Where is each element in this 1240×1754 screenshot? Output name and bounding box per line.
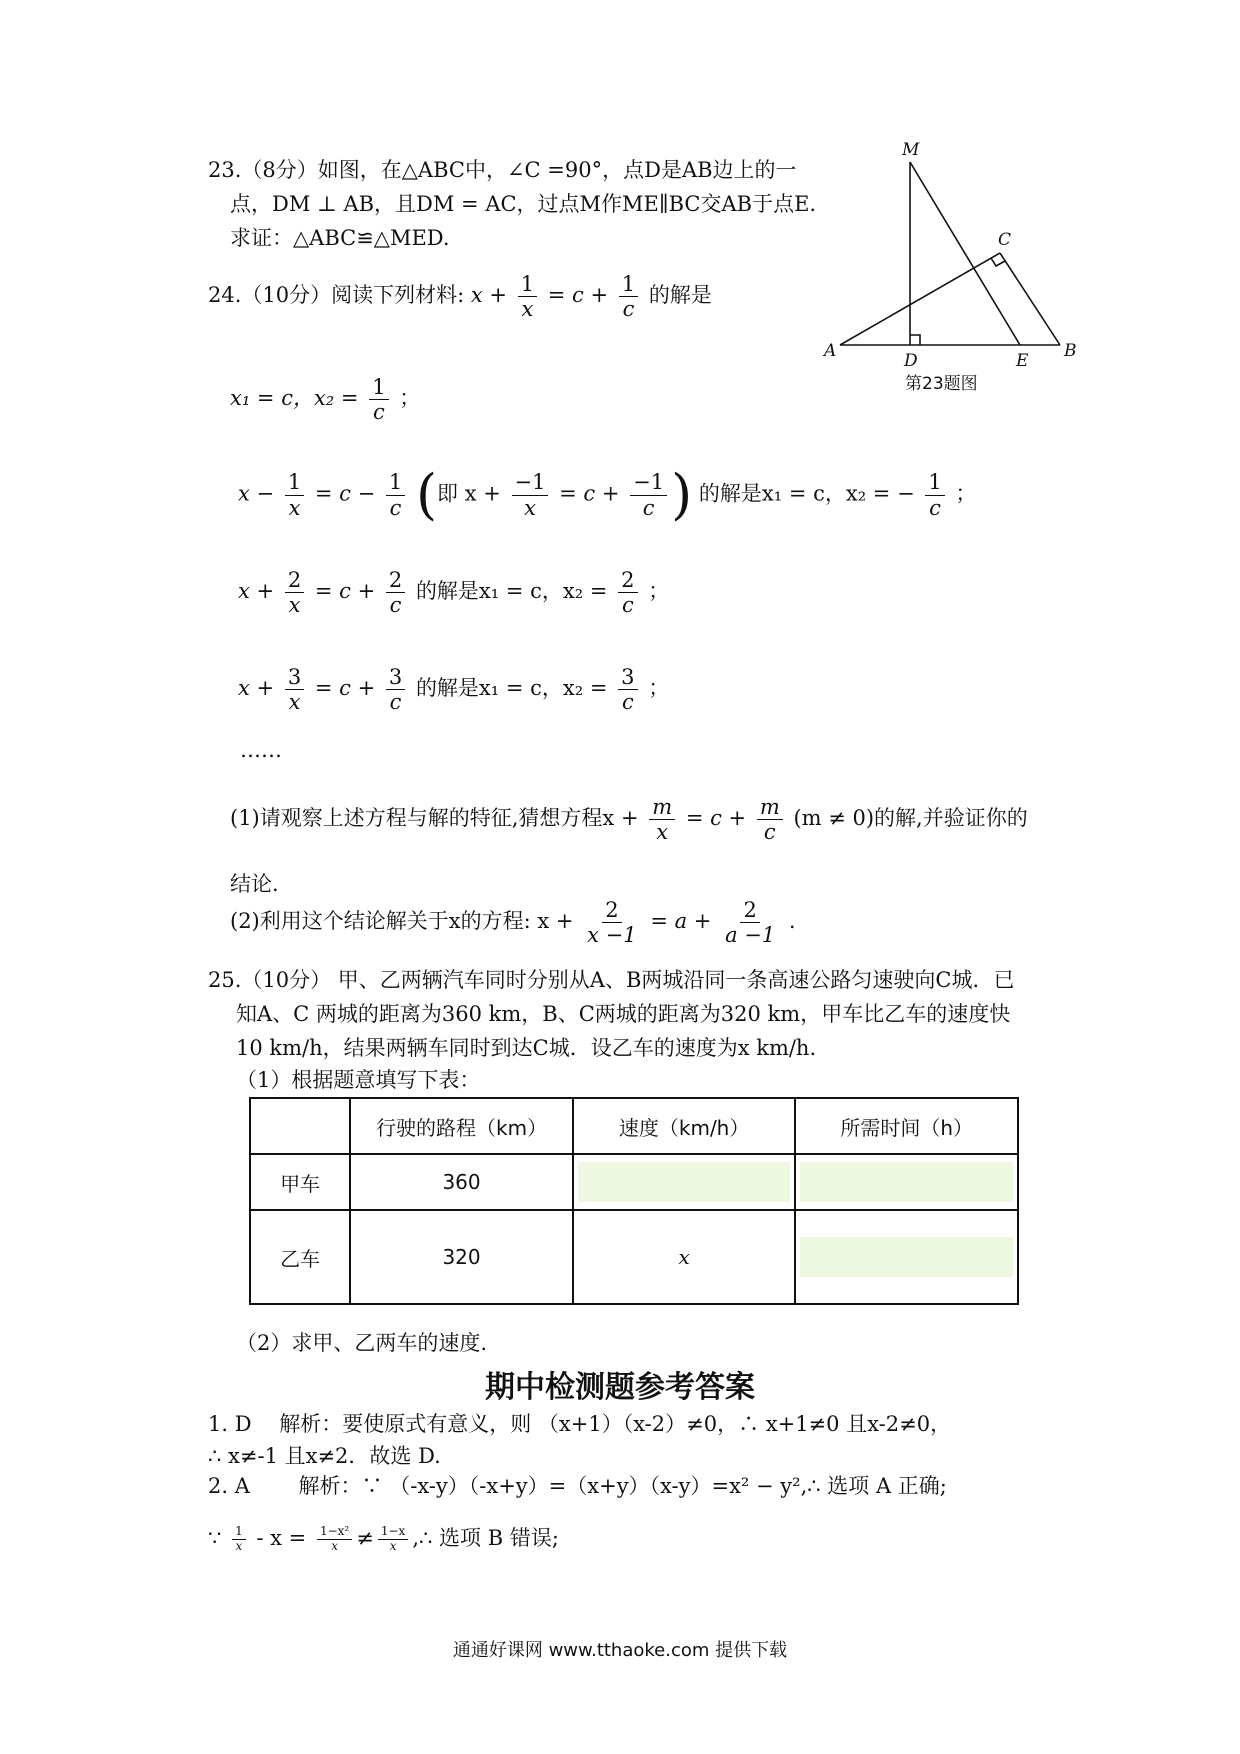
- label-e: E: [1016, 351, 1029, 371]
- answer-1-line2: ∴ x≠-1 且x≠2．故选 D.: [208, 1444, 441, 1468]
- table-header: 所需时间（h）: [795, 1098, 1018, 1154]
- q24-eq3: x + $\frac{3}{x}$ = c + $\frac{3}{c}$ 的解是x₁ = c，x₂ = $\frac{3}{c}$ ；: [238, 665, 670, 715]
- speed-cell-blank[interactable]: [573, 1154, 796, 1210]
- eq0-suffix: 的解是: [648, 283, 712, 308]
- table-row: [250, 1154, 1018, 1210]
- answer-1-line1: 1. D 解析：要使原式有意义，则 （x+1）（x-2）≠0，∴ x+1≠0 且x-2≠0，: [208, 1412, 952, 1436]
- segment-me: [910, 162, 1020, 345]
- row-distance: 320: [350, 1210, 573, 1304]
- table-header: [250, 1098, 350, 1154]
- answer-2-line1: 2. A 解析：∵ （-x-y）（-x+y）=（x+y）（x-y）=x² − y²,∴ 选项 A 正确;: [208, 1474, 947, 1498]
- row-name: 乙车: [250, 1210, 350, 1304]
- table-header: 行驶的路程（km）: [350, 1098, 573, 1154]
- q24-intro: [208, 272, 712, 321]
- q23-line2: 点，DM ⊥ AB，且DM = AC，过点M作ME∥BC交AB于点E.: [230, 192, 817, 216]
- label-c: C: [998, 230, 1012, 250]
- eq0-lhs: x +: [470, 283, 508, 308]
- q25-sub2: （2）求甲、乙两车的速度.: [236, 1331, 488, 1355]
- table-header: 速度（km/h）: [573, 1098, 796, 1154]
- time-cell-blank[interactable]: [795, 1154, 1018, 1210]
- row-speed: x: [573, 1210, 796, 1304]
- q24-eq2: x + $\frac{2}{x}$ = c + $\frac{2}{c}$ 的解是x₁ = c，x₂ = $\frac{2}{c}$ ；: [238, 568, 670, 618]
- figure-caption: 第23题图: [905, 374, 978, 394]
- page-footer: 通通好课网 www.tthaoke.com 提供下载: [452, 1640, 788, 1661]
- frac: $\frac{1}{c}$: [619, 272, 638, 321]
- frac: $\frac{1}{x}$: [518, 272, 537, 321]
- row-distance: 360: [350, 1154, 573, 1210]
- answer-2-line2: ∵ $\frac{1}{x}$ - x = $\frac{\text{1−x²}}{x}$ ≠ $\frac{1-x}{x}$ ,∴ 选项 B 错误;: [208, 1524, 559, 1553]
- q24-ellipsis: ……: [240, 738, 282, 762]
- table-header-row: [250, 1098, 1018, 1154]
- answer-fill[interactable]: [800, 1162, 1013, 1202]
- label-a: A: [824, 341, 837, 361]
- eq0-mid: = c +: [547, 283, 609, 308]
- right-angle-d: [910, 335, 920, 345]
- label-b: B: [1064, 341, 1077, 361]
- table-row: [250, 1210, 1018, 1304]
- right-angle-c: [991, 258, 1005, 266]
- q23-line3: 求证：△ABC≌△MED.: [230, 226, 450, 250]
- q25-line3: 10 km/h，结果两辆车同时到达C城．设乙车的速度为x km/h.: [236, 1036, 817, 1060]
- segment-cb: [1000, 253, 1060, 345]
- q25-sub1: （1）根据题意填写下表：: [236, 1068, 481, 1092]
- q24-intro-prefix: 24.（10分）阅读下列材料:: [208, 283, 465, 308]
- answer-fill[interactable]: [578, 1162, 791, 1202]
- row-name: 甲车: [250, 1154, 350, 1210]
- answers-title: 期中检测题参考答案: [485, 1370, 755, 1405]
- q24-part1-cont: 结论.: [230, 872, 279, 896]
- segment-ac: [840, 253, 1000, 345]
- q25-table: [249, 1097, 1019, 1305]
- label-d: D: [904, 351, 918, 371]
- label-m: M: [902, 140, 920, 160]
- q24-eq1: x − $\frac{1}{x}$ = c − $\frac{1}{c}$ (即 x + $\frac{-1}{x}$ = c + $\frac{-1}{c}$ ) 的解是x₁ = c，x₂ = − $\frac{1}{c}$ ；: [238, 463, 977, 526]
- geometry-figure: [820, 130, 1080, 400]
- q24-sol0: x₁ = c，x₂ = $\frac{1}{c}$ ；: [230, 375, 421, 425]
- q25-line2: 知A、C 两城的距离为360 km，B、C两城的距离为320 km，甲车比乙车的速度快: [236, 1002, 1011, 1026]
- answer-fill[interactable]: [800, 1237, 1013, 1277]
- q24-part1: (1)请观察上述方程与解的特征,猜想方程x + $\frac{m}{x}$ = c + $\frac{m}{c}$ (m ≠ 0)的解,并验证你的: [230, 795, 1028, 845]
- q23-line1: 23.（8分）如图，在△ABC中，∠C =90°，点D是AB边上的一: [208, 158, 797, 182]
- time-cell-blank[interactable]: [795, 1210, 1018, 1304]
- q24-part2: (2)利用这个结论解关于x的方程: x + $\frac{2}{x -1}$ = a + $\frac{2}{a -1}$ .: [230, 898, 796, 948]
- q25-line1: 25.（10分） 甲、乙两辆汽车同时分别从A、B两城沿同一条高速公路匀速驶向C城．已: [208, 968, 1015, 992]
